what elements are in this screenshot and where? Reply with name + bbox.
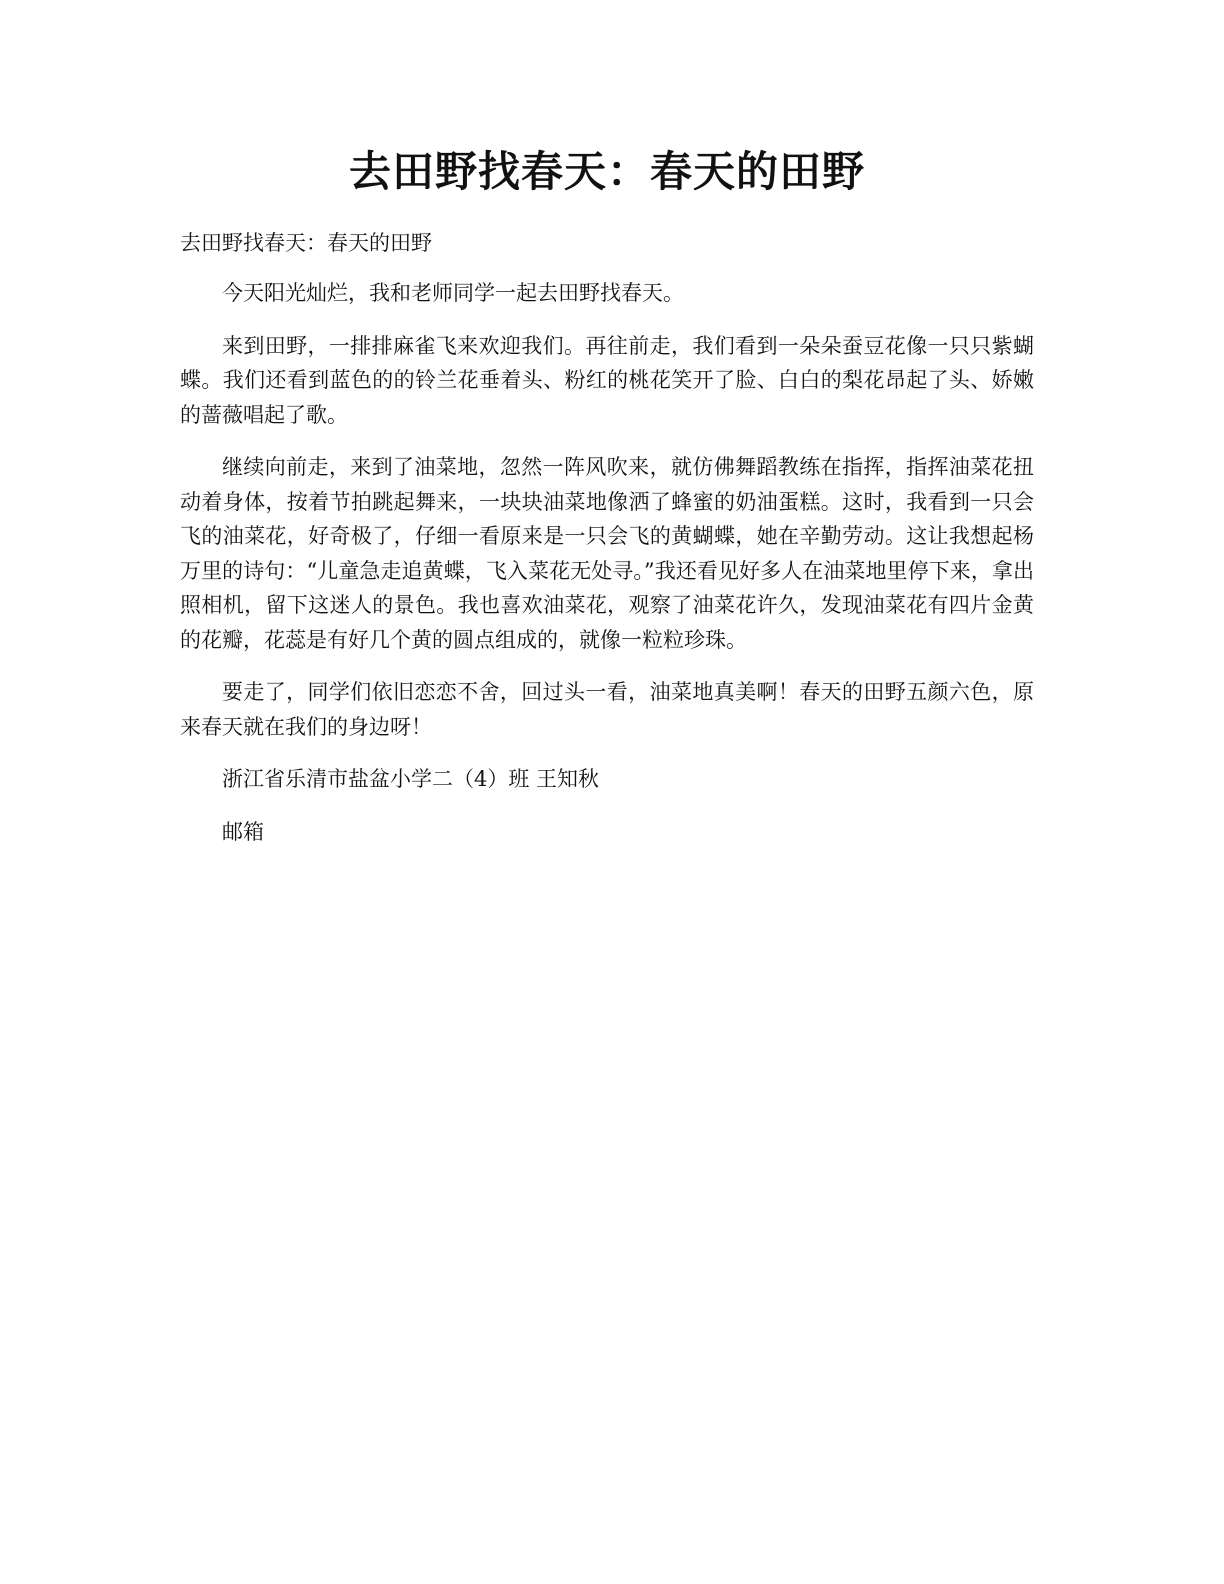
document-subtitle: 去田野找春天：春天的田野: [180, 231, 432, 255]
paragraph-rapeseed: 继续向前走，来到了油菜地，忽然一阵风吹来，就仿佛舞蹈教练在指挥，指挥油菜花扭动着身体，按着节拍跳起舞来，一块块油菜地像洒了蜂蜜的奶油蛋糕。这时，我看到一只会飞的油菜花，好奇极了，仔细一看原来是一只会飞的黄蝴蝶，她在辛勤劳动。这让我想起杨万里的诗句：“儿童急走追黄蝶，飞入菜花无处寻。”我还看见好多人在油菜地里停下来，拿出照相机，留下这迷人的景色。我也喜欢油菜花，观察了油菜花许久，发现油菜花有四片金黄的花瓣，花蕊是有好几个黄的圆点组成的，就像一粒粒珍珠。: [180, 455, 1034, 652]
author-line: 浙江省乐清市盐盆小学二（4）班 王知秋: [222, 767, 600, 791]
document-body: [180, 138, 1034, 849]
paragraph-conclusion: 要走了，同学们依旧恋恋不舍，回过头一看，油菜地真美啊！春天的田野五颜六色，原来春天就在我们的身边呀！: [180, 680, 1034, 739]
paragraph-intro: 今天阳光灿烂，我和老师同学一起去田野找春天。: [222, 281, 684, 305]
paragraph-field: 来到田野，一排排麻雀飞来欢迎我们。再往前走，我们看到一朵朵蚕豆花像一只只紫蝴蝶。我们还看到蓝色的的铃兰花垂着头、粉红的桃花笑开了脸、白白的梨花昂起了头、娇嫩的蔷薇唱起了歌。: [180, 333, 1034, 427]
email-line: 邮箱: [222, 819, 264, 844]
document-title: 去田野找春天：春天的田野: [348, 147, 865, 196]
